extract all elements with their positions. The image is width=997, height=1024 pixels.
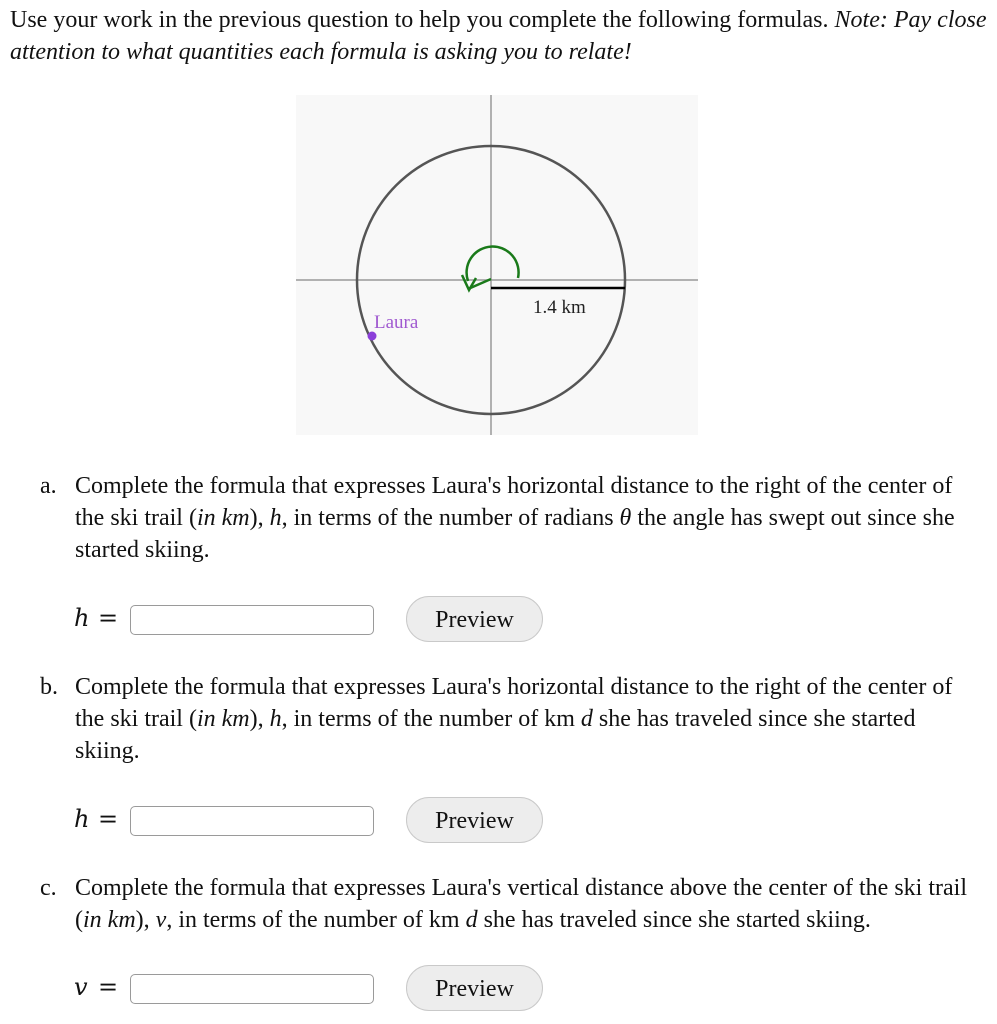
preview-button-c[interactable]: Preview: [406, 965, 543, 1011]
question-a: [40, 470, 985, 566]
question-b: [40, 671, 985, 767]
equals-sign: =: [98, 805, 119, 833]
instructions: [10, 4, 990, 68]
question-letter: a.: [40, 473, 57, 499]
equals-sign: =: [98, 604, 119, 632]
question-text: Complete the formula that expresses Laura's horizontal distance to the right of the center of the ski trail (in km), h, in terms of the number of km d she has traveled since she started skiing.: [75, 674, 953, 764]
instructions-text: Use your work in the previous question to help you complete the following formulas.: [10, 7, 835, 33]
equals-sign: =: [98, 973, 119, 1001]
question-c: [40, 872, 985, 936]
preview-button-b[interactable]: Preview: [406, 797, 543, 843]
question-letter: c.: [40, 875, 57, 901]
answer-input-c[interactable]: [130, 974, 374, 1004]
instructions-note: Note: Pay close attention to what quantities each formula is asking you to relate!: [10, 7, 987, 65]
answer-input-a[interactable]: [130, 605, 374, 635]
answer-row-a: [74, 596, 554, 644]
variable-label: v: [74, 973, 88, 1001]
question-text: Complete the formula that expresses Laura's vertical distance above the center of the ski trail (in km), v, in terms of the number of km d she has traveled since she started skiing.: [75, 875, 967, 933]
answer-row-b: [74, 797, 554, 845]
question-letter: b.: [40, 674, 58, 700]
preview-button-a[interactable]: Preview: [406, 596, 543, 642]
ski-trail-diagram: [296, 95, 698, 435]
variable-label: h: [74, 604, 90, 632]
laura-label: Laura: [374, 312, 419, 333]
answer-row-c: [74, 965, 554, 1013]
ski-trail-svg: [296, 95, 698, 435]
variable-label: h: [74, 805, 90, 833]
angle-arc: [467, 247, 519, 281]
radius-label: 1.4 km: [533, 297, 586, 318]
answer-input-b[interactable]: [130, 806, 374, 836]
question-text: Complete the formula that expresses Laura's horizontal distance to the right of the center of the ski trail (in km), h, in terms of the number of radians θ the angle has swept out since she started skiing.: [75, 473, 955, 563]
